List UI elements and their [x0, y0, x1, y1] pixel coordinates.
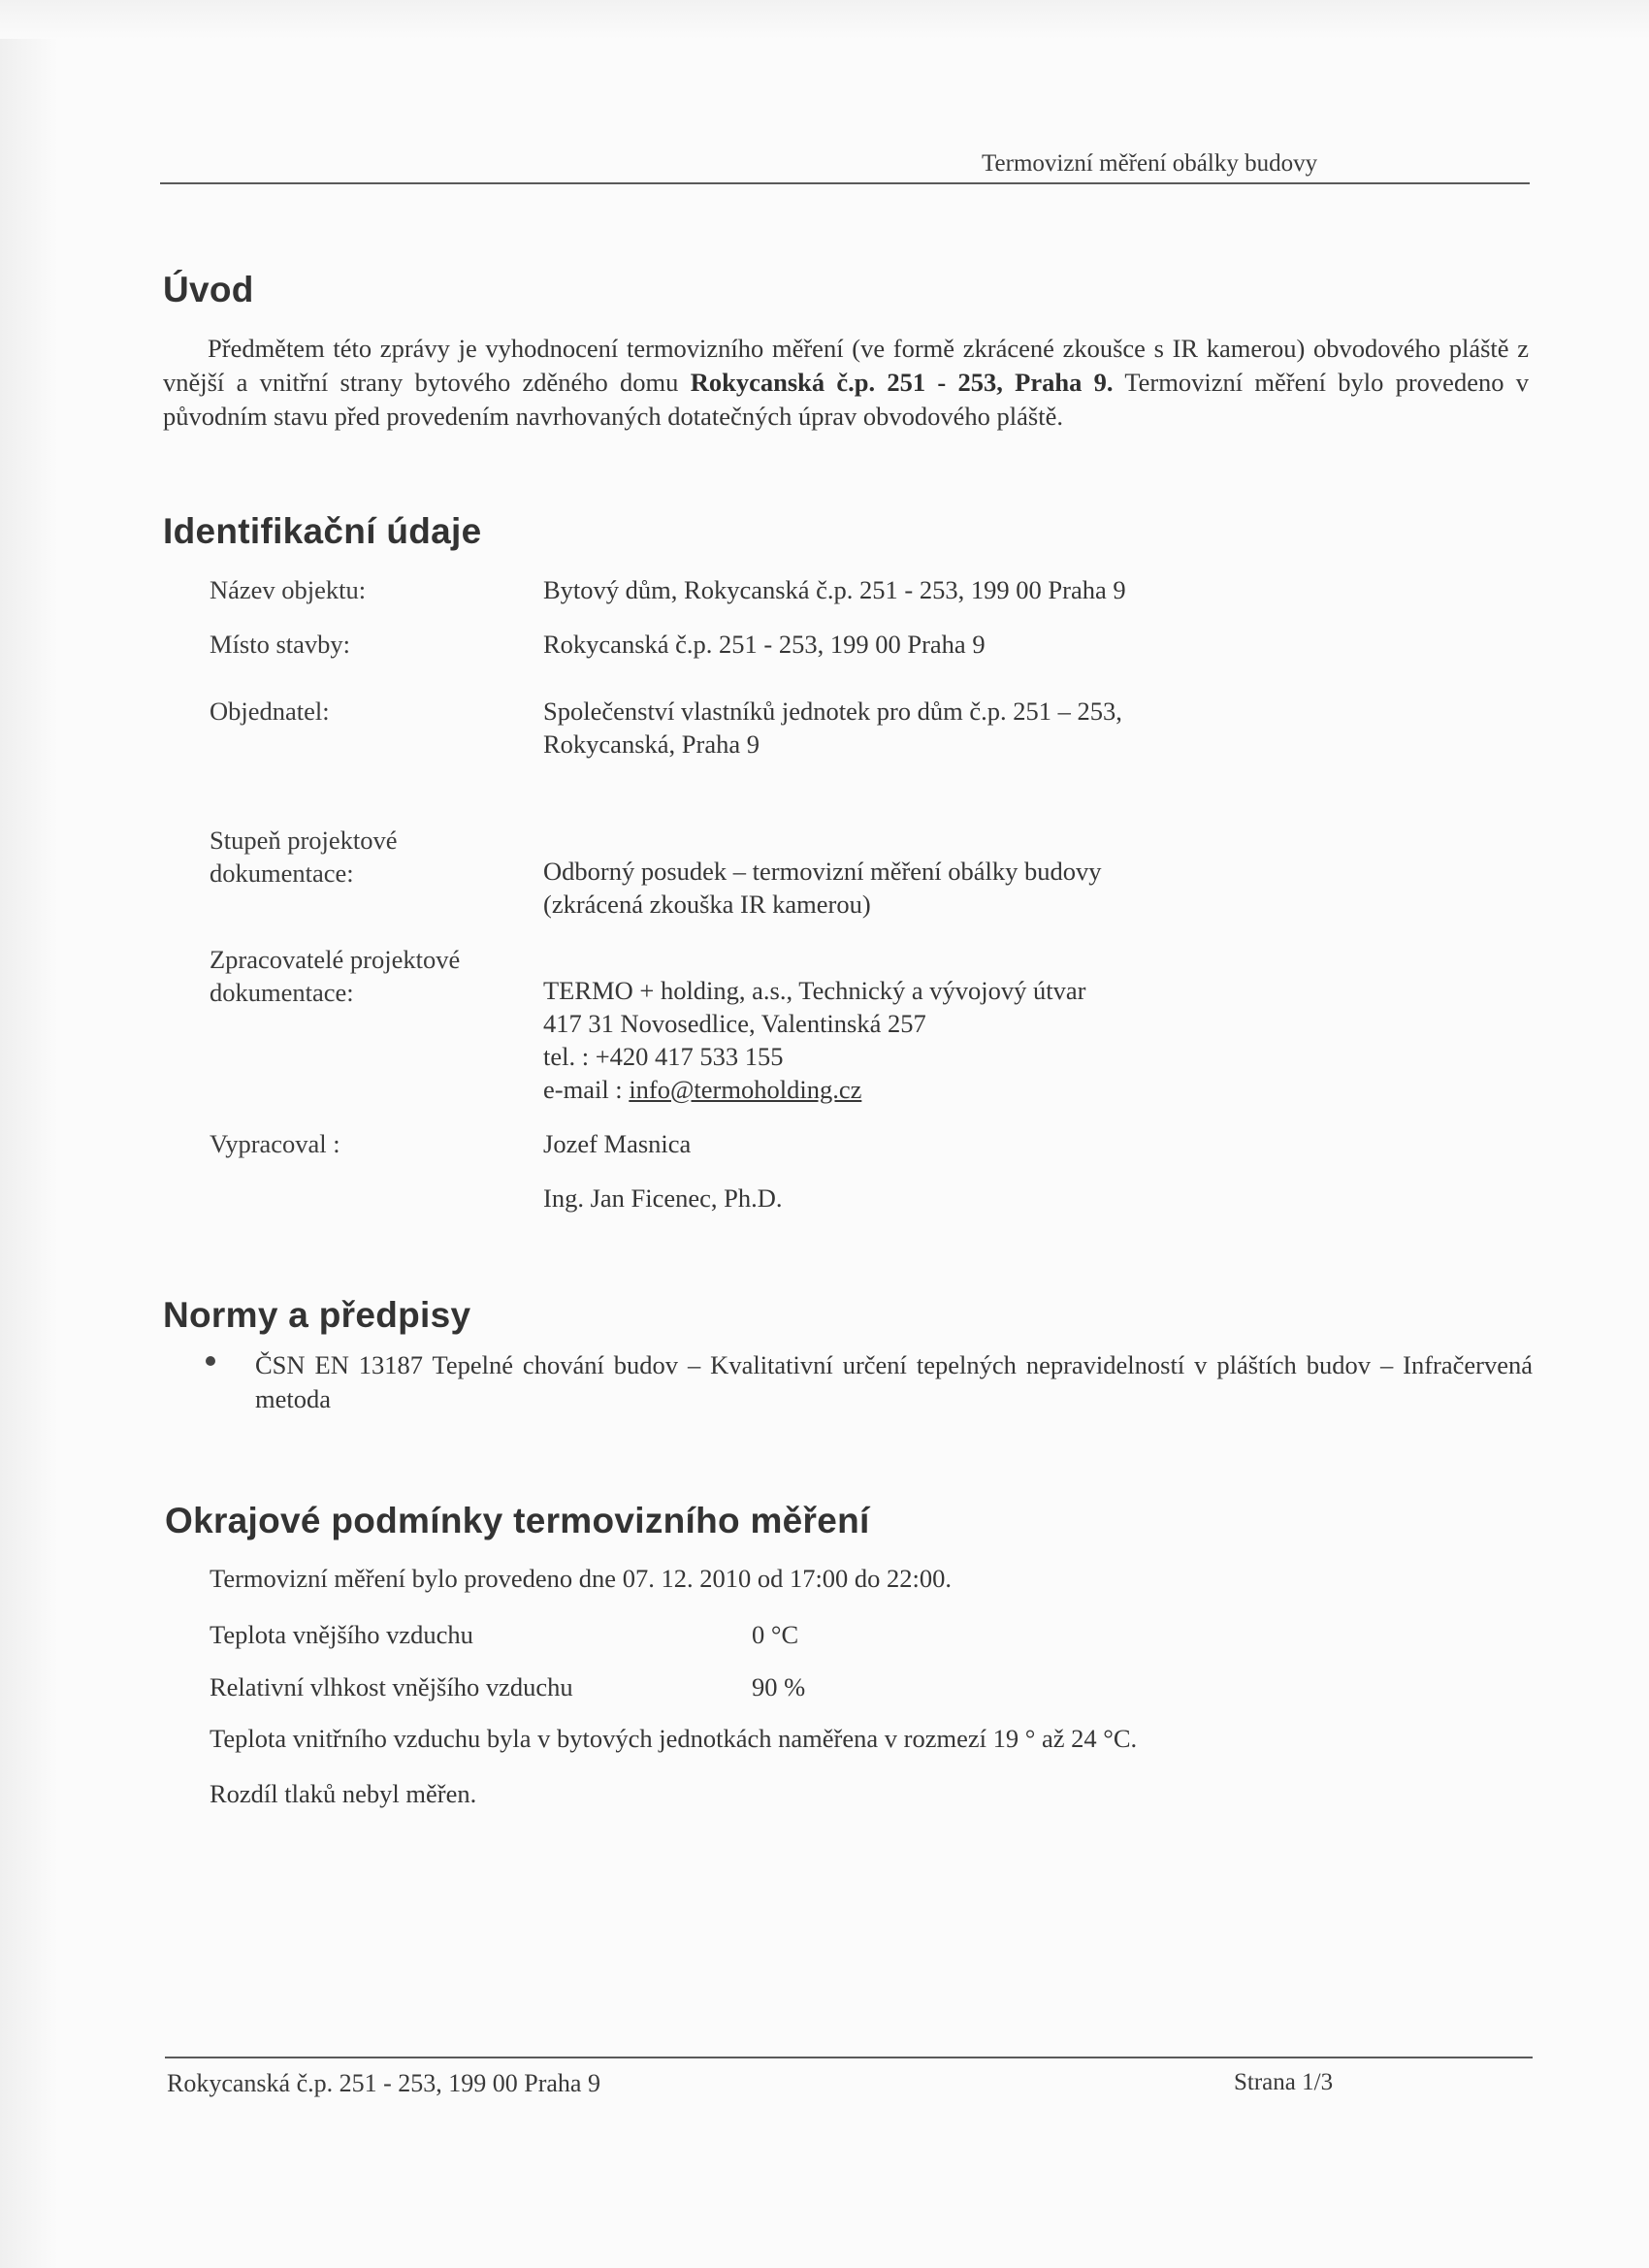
processors-email-line: [543, 1073, 1085, 1106]
processors-value: [543, 974, 1085, 1106]
conditions-heading: Okrajové podmínky termovizního měření: [165, 1501, 870, 1540]
scan-shadow-top: [0, 0, 1649, 39]
scan-shadow-left: [0, 0, 58, 2268]
stage-value-line-1: Odborný posudek – termovizní měření obálky budovy: [543, 857, 1102, 886]
author-value-2: Ing. Jan Ficenec, Ph.D.: [543, 1183, 783, 1213]
humidity-value: 90 %: [752, 1672, 806, 1701]
intro-text-bold: Rokycanská č.p. 251 - 253, Praha 9.: [690, 368, 1114, 397]
client-label: Objednatel:: [210, 697, 330, 726]
stage-label-line-2: dokumentace:: [210, 859, 354, 888]
norms-item: ČSN EN 13187 Tepelné chování budov – Kvalitativní určení tepelných nepravidelností v pláštích budov – Infračervená metoda: [255, 1350, 1533, 1413]
author-value-1: Jozef Masnica: [543, 1129, 692, 1158]
email-prefix: e-mail :: [543, 1075, 630, 1104]
norms-heading: Normy a předpisy: [163, 1295, 471, 1335]
inside-temp-line: Teplota vnitřního vzduchu byla v bytových jednotkách naměřena v rozmezí 19 ° až 24 °C.: [210, 1724, 1138, 1753]
client-value-line-2: Rokycanská, Praha 9: [543, 729, 760, 759]
footer-address: Rokycanská č.p. 251 - 253, 199 00 Praha 9: [167, 2069, 600, 2097]
header-rule: [160, 182, 1530, 184]
intro-text-before: Předmětem této zprávy je vyhodnocení termovizního měření (ve formě zkrácené zkoušce s IR kamerou) obvodového pláště z vnější a vnitřní strany bytového zděného domu: [163, 334, 1529, 397]
humidity-label: Relativní vlhkost vnějšího vzduchu: [210, 1672, 573, 1701]
footer-rule: [165, 2057, 1533, 2058]
intro-heading: Úvod: [163, 270, 254, 309]
stage-label-line-1: Stupeň projektové: [210, 826, 398, 855]
intro-text-after: Termovizní měření bylo provedeno v původním stavu před provedením navrhovaných dotatečných úprav obvodového pláště.: [163, 368, 1529, 431]
processors-label-line-1: Zpracovatelé projektové: [210, 945, 461, 974]
author-label: Vypracoval :: [210, 1129, 340, 1158]
processors-value-line-2: 417 31 Novosedlice, Valentinská 257: [543, 1009, 926, 1038]
processors-value-line-1: TERMO + holding, a.s., Technický a vývojový útvar: [543, 976, 1086, 1005]
processors-value-line-3: tel. : +420 417 533 155: [543, 1042, 784, 1071]
object-label: Název objektu:: [210, 575, 367, 604]
page-header-title: Termovizní měření obálky budovy: [982, 150, 1318, 177]
processors-label: [210, 943, 460, 1009]
intro-paragraph: [163, 332, 1529, 434]
page-number: Strana 1/3: [1234, 2069, 1334, 2095]
outside-temp-label: Teplota vnějšího vzduchu: [210, 1620, 473, 1649]
outside-temp-value: 0 °C: [752, 1620, 799, 1649]
stage-label: [210, 824, 398, 890]
email-link[interactable]: info@termoholding.cz: [629, 1075, 862, 1104]
measurement-date-line: Termovizní měření bylo provedeno dne 07. 12. 2010 od 17:00 do 22:00.: [210, 1564, 953, 1593]
pressure-line: Rozdíl tlaků nebyl měřen.: [210, 1779, 477, 1808]
bullet-icon: [206, 1356, 215, 1366]
site-label: Místo stavby:: [210, 630, 351, 659]
stage-value-line-2: (zkrácená zkouška IR kamerou): [543, 890, 871, 919]
object-value: Bytový dům, Rokycanská č.p. 251 - 253, 199 00 Praha 9: [543, 575, 1126, 604]
client-value-line-1: Společenství vlastníků jednotek pro dům č.p. 251 – 253,: [543, 697, 1122, 726]
client-value: [543, 695, 1122, 761]
stage-value: [543, 855, 1102, 921]
identification-heading: Identifikační údaje: [163, 511, 482, 551]
processors-label-line-2: dokumentace:: [210, 978, 354, 1007]
site-value: Rokycanská č.p. 251 - 253, 199 00 Praha 9: [543, 630, 986, 659]
